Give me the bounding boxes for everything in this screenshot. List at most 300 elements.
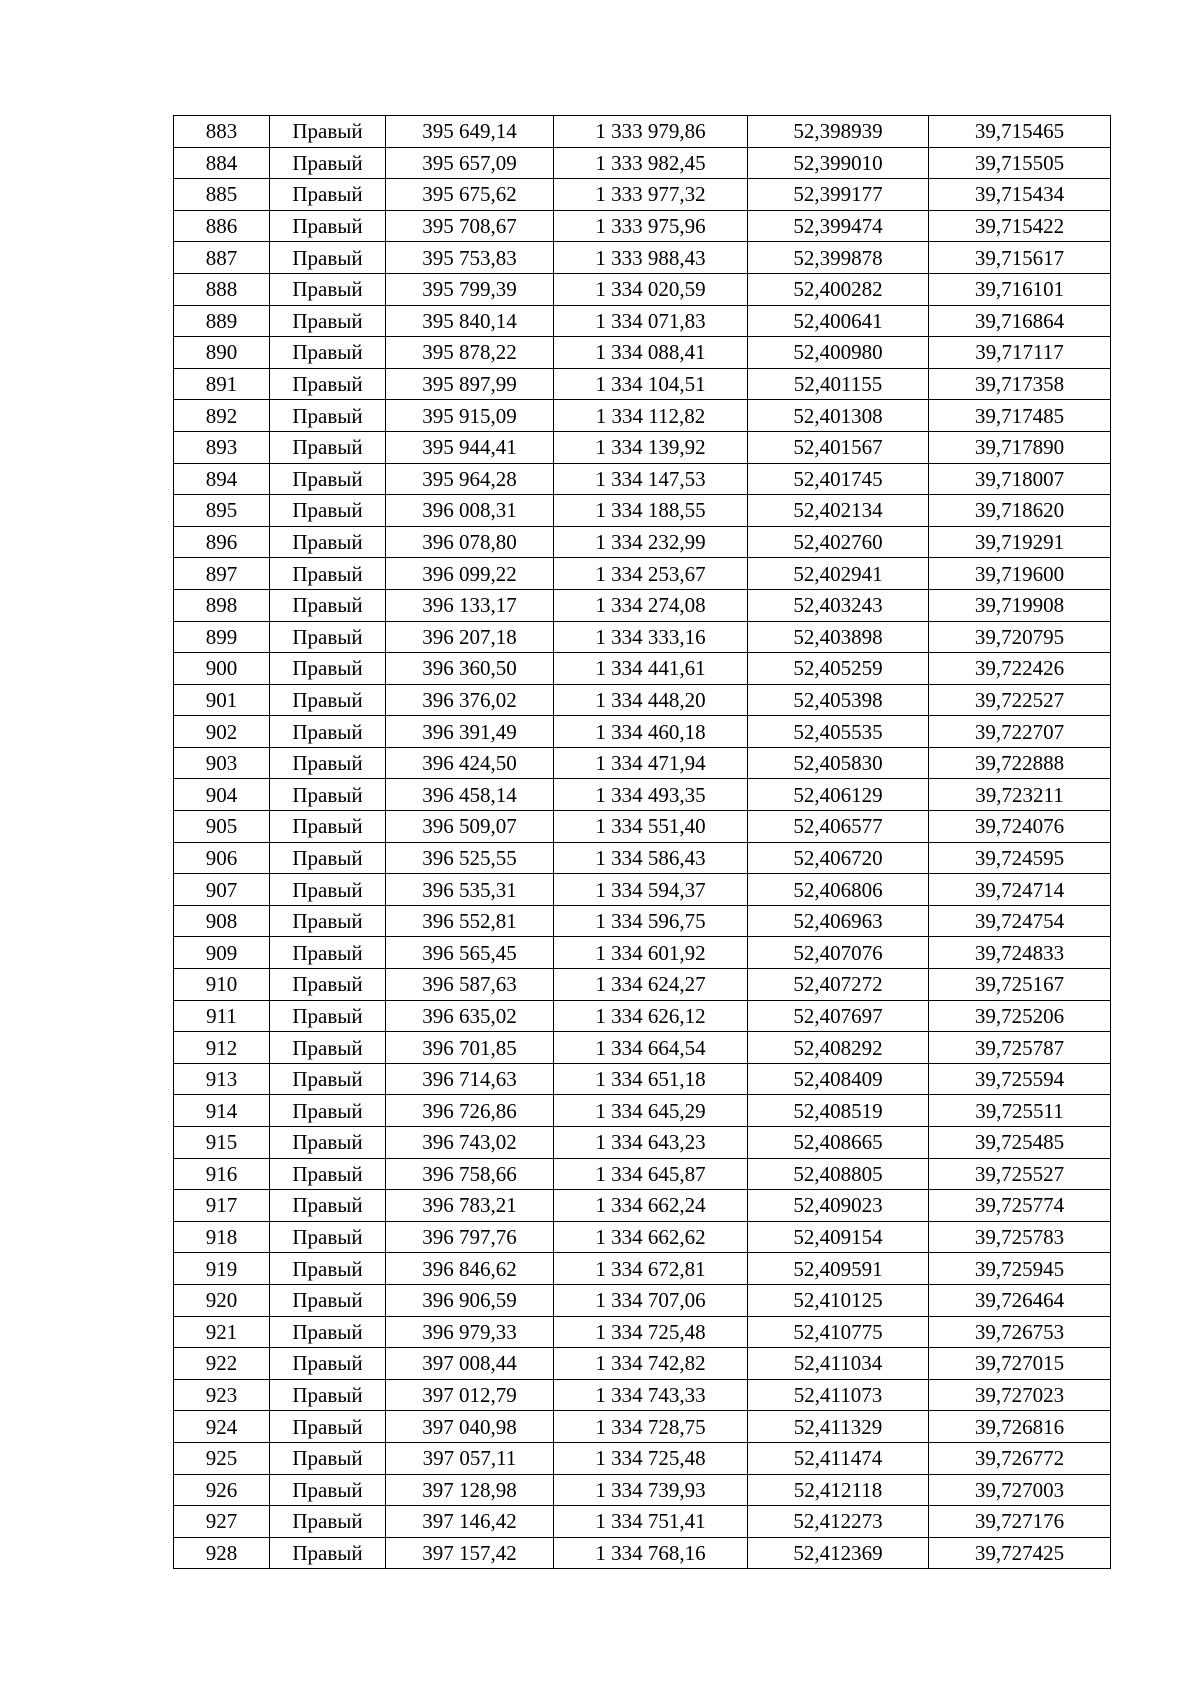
x-coordinate-cell: 396 565,45 (386, 937, 554, 969)
longitude-cell: 39,725485 (929, 1127, 1111, 1159)
x-coordinate-cell: 395 799,39 (386, 273, 554, 305)
bank-side-cell: Правый (270, 1000, 386, 1032)
y-coordinate-cell: 1 334 594,37 (554, 874, 748, 906)
point-number-cell: 912 (174, 1032, 270, 1064)
point-number-cell: 917 (174, 1190, 270, 1222)
longitude-cell: 39,724833 (929, 937, 1111, 969)
y-coordinate-cell: 1 334 232,99 (554, 526, 748, 558)
bank-side-cell: Правый (270, 337, 386, 369)
y-coordinate-cell: 1 333 982,45 (554, 147, 748, 179)
latitude-cell: 52,398939 (748, 116, 929, 148)
latitude-cell: 52,400641 (748, 305, 929, 337)
table-row (174, 1411, 1111, 1443)
bank-side-cell: Правый (270, 116, 386, 148)
longitude-cell: 39,724595 (929, 842, 1111, 874)
bank-side-cell: Правый (270, 1253, 386, 1285)
latitude-cell: 52,411329 (748, 1411, 929, 1443)
latitude-cell: 52,408409 (748, 1063, 929, 1095)
longitude-cell: 39,725594 (929, 1063, 1111, 1095)
bank-side-cell: Правый (270, 558, 386, 590)
point-number-cell: 904 (174, 779, 270, 811)
point-number-cell: 922 (174, 1348, 270, 1380)
table-row (174, 779, 1111, 811)
table-row (174, 621, 1111, 653)
point-number-cell: 928 (174, 1537, 270, 1569)
longitude-cell: 39,717890 (929, 431, 1111, 463)
point-number-cell: 911 (174, 1000, 270, 1032)
latitude-cell: 52,399010 (748, 147, 929, 179)
point-number-cell: 910 (174, 969, 270, 1001)
point-number-cell: 897 (174, 558, 270, 590)
x-coordinate-cell: 396 979,33 (386, 1316, 554, 1348)
table-row (174, 937, 1111, 969)
x-coordinate-cell: 396 714,63 (386, 1063, 554, 1095)
latitude-cell: 52,408805 (748, 1158, 929, 1190)
latitude-cell: 52,409591 (748, 1253, 929, 1285)
y-coordinate-cell: 1 334 493,35 (554, 779, 748, 811)
point-number-cell: 926 (174, 1474, 270, 1506)
point-number-cell: 906 (174, 842, 270, 874)
longitude-cell: 39,725783 (929, 1221, 1111, 1253)
latitude-cell: 52,400282 (748, 273, 929, 305)
bank-side-cell: Правый (270, 273, 386, 305)
x-coordinate-cell: 395 915,09 (386, 400, 554, 432)
point-number-cell: 896 (174, 526, 270, 558)
latitude-cell: 52,399474 (748, 210, 929, 242)
x-coordinate-cell: 395 675,62 (386, 179, 554, 211)
latitude-cell: 52,405535 (748, 716, 929, 748)
x-coordinate-cell: 396 099,22 (386, 558, 554, 590)
bank-side-cell: Правый (270, 747, 386, 779)
point-number-cell: 921 (174, 1316, 270, 1348)
y-coordinate-cell: 1 334 743,33 (554, 1379, 748, 1411)
longitude-cell: 39,715422 (929, 210, 1111, 242)
latitude-cell: 52,401745 (748, 463, 929, 495)
x-coordinate-cell: 396 133,17 (386, 589, 554, 621)
x-coordinate-cell: 396 587,63 (386, 969, 554, 1001)
y-coordinate-cell: 1 334 751,41 (554, 1506, 748, 1538)
longitude-cell: 39,726772 (929, 1442, 1111, 1474)
x-coordinate-cell: 396 846,62 (386, 1253, 554, 1285)
table-row (174, 1284, 1111, 1316)
bank-side-cell: Правый (270, 653, 386, 685)
latitude-cell: 52,406129 (748, 779, 929, 811)
longitude-cell: 39,727023 (929, 1379, 1111, 1411)
y-coordinate-cell: 1 334 596,75 (554, 905, 748, 937)
x-coordinate-cell: 396 078,80 (386, 526, 554, 558)
y-coordinate-cell: 1 334 441,61 (554, 653, 748, 685)
table-row (174, 589, 1111, 621)
longitude-cell: 39,719600 (929, 558, 1111, 590)
x-coordinate-cell: 396 797,76 (386, 1221, 554, 1253)
longitude-cell: 39,720795 (929, 621, 1111, 653)
x-coordinate-cell: 397 146,42 (386, 1506, 554, 1538)
longitude-cell: 39,724714 (929, 874, 1111, 906)
bank-side-cell: Правый (270, 242, 386, 274)
point-number-cell: 901 (174, 684, 270, 716)
point-number-cell: 914 (174, 1095, 270, 1127)
y-coordinate-cell: 1 334 624,27 (554, 969, 748, 1001)
y-coordinate-cell: 1 334 672,81 (554, 1253, 748, 1285)
x-coordinate-cell: 396 783,21 (386, 1190, 554, 1222)
table-row (174, 1190, 1111, 1222)
x-coordinate-cell: 396 743,02 (386, 1127, 554, 1159)
latitude-cell: 52,400980 (748, 337, 929, 369)
x-coordinate-cell: 396 535,31 (386, 874, 554, 906)
bank-side-cell: Правый (270, 400, 386, 432)
table-row (174, 147, 1111, 179)
longitude-cell: 39,719908 (929, 589, 1111, 621)
longitude-cell: 39,726753 (929, 1316, 1111, 1348)
y-coordinate-cell: 1 334 448,20 (554, 684, 748, 716)
point-number-cell: 890 (174, 337, 270, 369)
x-coordinate-cell: 397 057,11 (386, 1442, 554, 1474)
bank-side-cell: Правый (270, 937, 386, 969)
longitude-cell: 39,715434 (929, 179, 1111, 211)
point-number-cell: 894 (174, 463, 270, 495)
table-row (174, 747, 1111, 779)
bank-side-cell: Правый (270, 210, 386, 242)
longitude-cell: 39,722527 (929, 684, 1111, 716)
table-row (174, 1221, 1111, 1253)
table-row (174, 1474, 1111, 1506)
bank-side-cell: Правый (270, 305, 386, 337)
latitude-cell: 52,412273 (748, 1506, 929, 1538)
table-row (174, 1032, 1111, 1064)
point-number-cell: 908 (174, 905, 270, 937)
point-number-cell: 913 (174, 1063, 270, 1095)
table-row (174, 1316, 1111, 1348)
latitude-cell: 52,410125 (748, 1284, 929, 1316)
table-row (174, 495, 1111, 527)
table-row (174, 905, 1111, 937)
point-number-cell: 916 (174, 1158, 270, 1190)
bank-side-cell: Правый (270, 368, 386, 400)
x-coordinate-cell: 396 458,14 (386, 779, 554, 811)
bank-side-cell: Правый (270, 1348, 386, 1380)
y-coordinate-cell: 1 334 139,92 (554, 431, 748, 463)
table-row (174, 811, 1111, 843)
coordinates-table-body (174, 116, 1111, 1569)
longitude-cell: 39,717117 (929, 337, 1111, 369)
latitude-cell: 52,407697 (748, 1000, 929, 1032)
bank-side-cell: Правый (270, 495, 386, 527)
longitude-cell: 39,725206 (929, 1000, 1111, 1032)
point-number-cell: 925 (174, 1442, 270, 1474)
longitude-cell: 39,722426 (929, 653, 1111, 685)
latitude-cell: 52,406806 (748, 874, 929, 906)
point-number-cell: 923 (174, 1379, 270, 1411)
bank-side-cell: Правый (270, 1095, 386, 1127)
point-number-cell: 885 (174, 179, 270, 211)
latitude-cell: 52,401567 (748, 431, 929, 463)
latitude-cell: 52,406720 (748, 842, 929, 874)
y-coordinate-cell: 1 334 147,53 (554, 463, 748, 495)
x-coordinate-cell: 397 040,98 (386, 1411, 554, 1443)
latitude-cell: 52,401155 (748, 368, 929, 400)
longitude-cell: 39,715465 (929, 116, 1111, 148)
table-row (174, 305, 1111, 337)
table-row (174, 273, 1111, 305)
table-row (174, 179, 1111, 211)
table-row (174, 1379, 1111, 1411)
bank-side-cell: Правый (270, 1379, 386, 1411)
longitude-cell: 39,727425 (929, 1537, 1111, 1569)
x-coordinate-cell: 397 008,44 (386, 1348, 554, 1380)
y-coordinate-cell: 1 334 662,62 (554, 1221, 748, 1253)
point-number-cell: 884 (174, 147, 270, 179)
point-number-cell: 883 (174, 116, 270, 148)
table-row (174, 969, 1111, 1001)
bank-side-cell: Правый (270, 905, 386, 937)
latitude-cell: 52,407272 (748, 969, 929, 1001)
table-row (174, 116, 1111, 148)
y-coordinate-cell: 1 334 112,82 (554, 400, 748, 432)
longitude-cell: 39,725167 (929, 969, 1111, 1001)
x-coordinate-cell: 395 897,99 (386, 368, 554, 400)
table-row (174, 210, 1111, 242)
y-coordinate-cell: 1 334 471,94 (554, 747, 748, 779)
point-number-cell: 920 (174, 1284, 270, 1316)
table-row (174, 1063, 1111, 1095)
latitude-cell: 52,405830 (748, 747, 929, 779)
bank-side-cell: Правый (270, 716, 386, 748)
longitude-cell: 39,727176 (929, 1506, 1111, 1538)
bank-side-cell: Правый (270, 179, 386, 211)
x-coordinate-cell: 396 207,18 (386, 621, 554, 653)
bank-side-cell: Правый (270, 431, 386, 463)
longitude-cell: 39,715617 (929, 242, 1111, 274)
table-row (174, 1095, 1111, 1127)
bank-side-cell: Правый (270, 1474, 386, 1506)
table-row (174, 463, 1111, 495)
latitude-cell: 52,411073 (748, 1379, 929, 1411)
longitude-cell: 39,727003 (929, 1474, 1111, 1506)
latitude-cell: 52,411474 (748, 1442, 929, 1474)
table-row (174, 242, 1111, 274)
point-number-cell: 905 (174, 811, 270, 843)
bank-side-cell: Правый (270, 1506, 386, 1538)
point-number-cell: 915 (174, 1127, 270, 1159)
longitude-cell: 39,718007 (929, 463, 1111, 495)
x-coordinate-cell: 396 376,02 (386, 684, 554, 716)
longitude-cell: 39,725945 (929, 1253, 1111, 1285)
bank-side-cell: Правый (270, 1063, 386, 1095)
latitude-cell: 52,402941 (748, 558, 929, 590)
longitude-cell: 39,724754 (929, 905, 1111, 937)
table-row (174, 874, 1111, 906)
y-coordinate-cell: 1 334 333,16 (554, 621, 748, 653)
bank-side-cell: Правый (270, 874, 386, 906)
point-number-cell: 899 (174, 621, 270, 653)
bank-side-cell: Правый (270, 1537, 386, 1569)
latitude-cell: 52,410775 (748, 1316, 929, 1348)
y-coordinate-cell: 1 334 645,29 (554, 1095, 748, 1127)
latitude-cell: 52,408519 (748, 1095, 929, 1127)
longitude-cell: 39,717358 (929, 368, 1111, 400)
y-coordinate-cell: 1 333 988,43 (554, 242, 748, 274)
latitude-cell: 52,401308 (748, 400, 929, 432)
y-coordinate-cell: 1 334 253,67 (554, 558, 748, 590)
table-row (174, 1537, 1111, 1569)
point-number-cell: 903 (174, 747, 270, 779)
x-coordinate-cell: 395 753,83 (386, 242, 554, 274)
table-row (174, 842, 1111, 874)
table-row (174, 1442, 1111, 1474)
y-coordinate-cell: 1 333 977,32 (554, 179, 748, 211)
x-coordinate-cell: 396 391,49 (386, 716, 554, 748)
y-coordinate-cell: 1 334 586,43 (554, 842, 748, 874)
table-row (174, 1253, 1111, 1285)
latitude-cell: 52,406963 (748, 905, 929, 937)
y-coordinate-cell: 1 334 728,75 (554, 1411, 748, 1443)
point-number-cell: 889 (174, 305, 270, 337)
y-coordinate-cell: 1 334 725,48 (554, 1442, 748, 1474)
latitude-cell: 52,403898 (748, 621, 929, 653)
table-row (174, 1127, 1111, 1159)
bank-side-cell: Правый (270, 1158, 386, 1190)
longitude-cell: 39,718620 (929, 495, 1111, 527)
longitude-cell: 39,725527 (929, 1158, 1111, 1190)
bank-side-cell: Правый (270, 842, 386, 874)
bank-side-cell: Правый (270, 779, 386, 811)
y-coordinate-cell: 1 334 088,41 (554, 337, 748, 369)
longitude-cell: 39,719291 (929, 526, 1111, 558)
y-coordinate-cell: 1 334 662,24 (554, 1190, 748, 1222)
point-number-cell: 893 (174, 431, 270, 463)
longitude-cell: 39,722888 (929, 747, 1111, 779)
y-coordinate-cell: 1 334 643,23 (554, 1127, 748, 1159)
y-coordinate-cell: 1 334 664,54 (554, 1032, 748, 1064)
latitude-cell: 52,402760 (748, 526, 929, 558)
point-number-cell: 898 (174, 589, 270, 621)
longitude-cell: 39,715505 (929, 147, 1111, 179)
bank-side-cell: Правый (270, 1284, 386, 1316)
longitude-cell: 39,725787 (929, 1032, 1111, 1064)
bank-side-cell: Правый (270, 1411, 386, 1443)
longitude-cell: 39,723211 (929, 779, 1111, 811)
point-number-cell: 927 (174, 1506, 270, 1538)
bank-side-cell: Правый (270, 1127, 386, 1159)
longitude-cell: 39,724076 (929, 811, 1111, 843)
x-coordinate-cell: 396 509,07 (386, 811, 554, 843)
bank-side-cell: Правый (270, 1442, 386, 1474)
x-coordinate-cell: 395 708,67 (386, 210, 554, 242)
x-coordinate-cell: 395 657,09 (386, 147, 554, 179)
point-number-cell: 891 (174, 368, 270, 400)
point-number-cell: 924 (174, 1411, 270, 1443)
point-number-cell: 888 (174, 273, 270, 305)
longitude-cell: 39,726816 (929, 1411, 1111, 1443)
x-coordinate-cell: 395 878,22 (386, 337, 554, 369)
coordinates-table (173, 115, 1111, 1569)
y-coordinate-cell: 1 333 975,96 (554, 210, 748, 242)
table-row (174, 400, 1111, 432)
y-coordinate-cell: 1 334 645,87 (554, 1158, 748, 1190)
bank-side-cell: Правый (270, 1032, 386, 1064)
latitude-cell: 52,399177 (748, 179, 929, 211)
y-coordinate-cell: 1 334 274,08 (554, 589, 748, 621)
y-coordinate-cell: 1 334 707,06 (554, 1284, 748, 1316)
x-coordinate-cell: 396 701,85 (386, 1032, 554, 1064)
point-number-cell: 886 (174, 210, 270, 242)
table-row (174, 368, 1111, 400)
x-coordinate-cell: 396 726,86 (386, 1095, 554, 1127)
point-number-cell: 909 (174, 937, 270, 969)
x-coordinate-cell: 396 525,55 (386, 842, 554, 874)
longitude-cell: 39,727015 (929, 1348, 1111, 1380)
point-number-cell: 902 (174, 716, 270, 748)
point-number-cell: 919 (174, 1253, 270, 1285)
x-coordinate-cell: 395 944,41 (386, 431, 554, 463)
x-coordinate-cell: 395 964,28 (386, 463, 554, 495)
y-coordinate-cell: 1 334 601,92 (554, 937, 748, 969)
table-row (174, 526, 1111, 558)
point-number-cell: 895 (174, 495, 270, 527)
y-coordinate-cell: 1 334 742,82 (554, 1348, 748, 1380)
latitude-cell: 52,408292 (748, 1032, 929, 1064)
longitude-cell: 39,722707 (929, 716, 1111, 748)
table-row (174, 653, 1111, 685)
x-coordinate-cell: 397 128,98 (386, 1474, 554, 1506)
y-coordinate-cell: 1 334 104,51 (554, 368, 748, 400)
table-row (174, 431, 1111, 463)
latitude-cell: 52,407076 (748, 937, 929, 969)
latitude-cell: 52,409154 (748, 1221, 929, 1253)
longitude-cell: 39,726464 (929, 1284, 1111, 1316)
longitude-cell: 39,716864 (929, 305, 1111, 337)
bank-side-cell: Правый (270, 1190, 386, 1222)
x-coordinate-cell: 396 424,50 (386, 747, 554, 779)
y-coordinate-cell: 1 334 071,83 (554, 305, 748, 337)
y-coordinate-cell: 1 334 768,16 (554, 1537, 748, 1569)
bank-side-cell: Правый (270, 621, 386, 653)
latitude-cell: 52,402134 (748, 495, 929, 527)
x-coordinate-cell: 397 012,79 (386, 1379, 554, 1411)
latitude-cell: 52,399878 (748, 242, 929, 274)
x-coordinate-cell: 395 840,14 (386, 305, 554, 337)
x-coordinate-cell: 396 552,81 (386, 905, 554, 937)
bank-side-cell: Правый (270, 147, 386, 179)
latitude-cell: 52,411034 (748, 1348, 929, 1380)
table-row (174, 1158, 1111, 1190)
x-coordinate-cell: 395 649,14 (386, 116, 554, 148)
x-coordinate-cell: 396 758,66 (386, 1158, 554, 1190)
x-coordinate-cell: 396 360,50 (386, 653, 554, 685)
latitude-cell: 52,412369 (748, 1537, 929, 1569)
table-row (174, 716, 1111, 748)
latitude-cell: 52,403243 (748, 589, 929, 621)
latitude-cell: 52,406577 (748, 811, 929, 843)
bank-side-cell: Правый (270, 463, 386, 495)
table-row (174, 1506, 1111, 1538)
y-coordinate-cell: 1 334 739,93 (554, 1474, 748, 1506)
longitude-cell: 39,717485 (929, 400, 1111, 432)
latitude-cell: 52,409023 (748, 1190, 929, 1222)
point-number-cell: 907 (174, 874, 270, 906)
bank-side-cell: Правый (270, 1316, 386, 1348)
y-coordinate-cell: 1 333 979,86 (554, 116, 748, 148)
point-number-cell: 892 (174, 400, 270, 432)
y-coordinate-cell: 1 334 188,55 (554, 495, 748, 527)
bank-side-cell: Правый (270, 811, 386, 843)
bank-side-cell: Правый (270, 526, 386, 558)
y-coordinate-cell: 1 334 460,18 (554, 716, 748, 748)
latitude-cell: 52,405398 (748, 684, 929, 716)
longitude-cell: 39,725774 (929, 1190, 1111, 1222)
table-row (174, 684, 1111, 716)
longitude-cell: 39,725511 (929, 1095, 1111, 1127)
